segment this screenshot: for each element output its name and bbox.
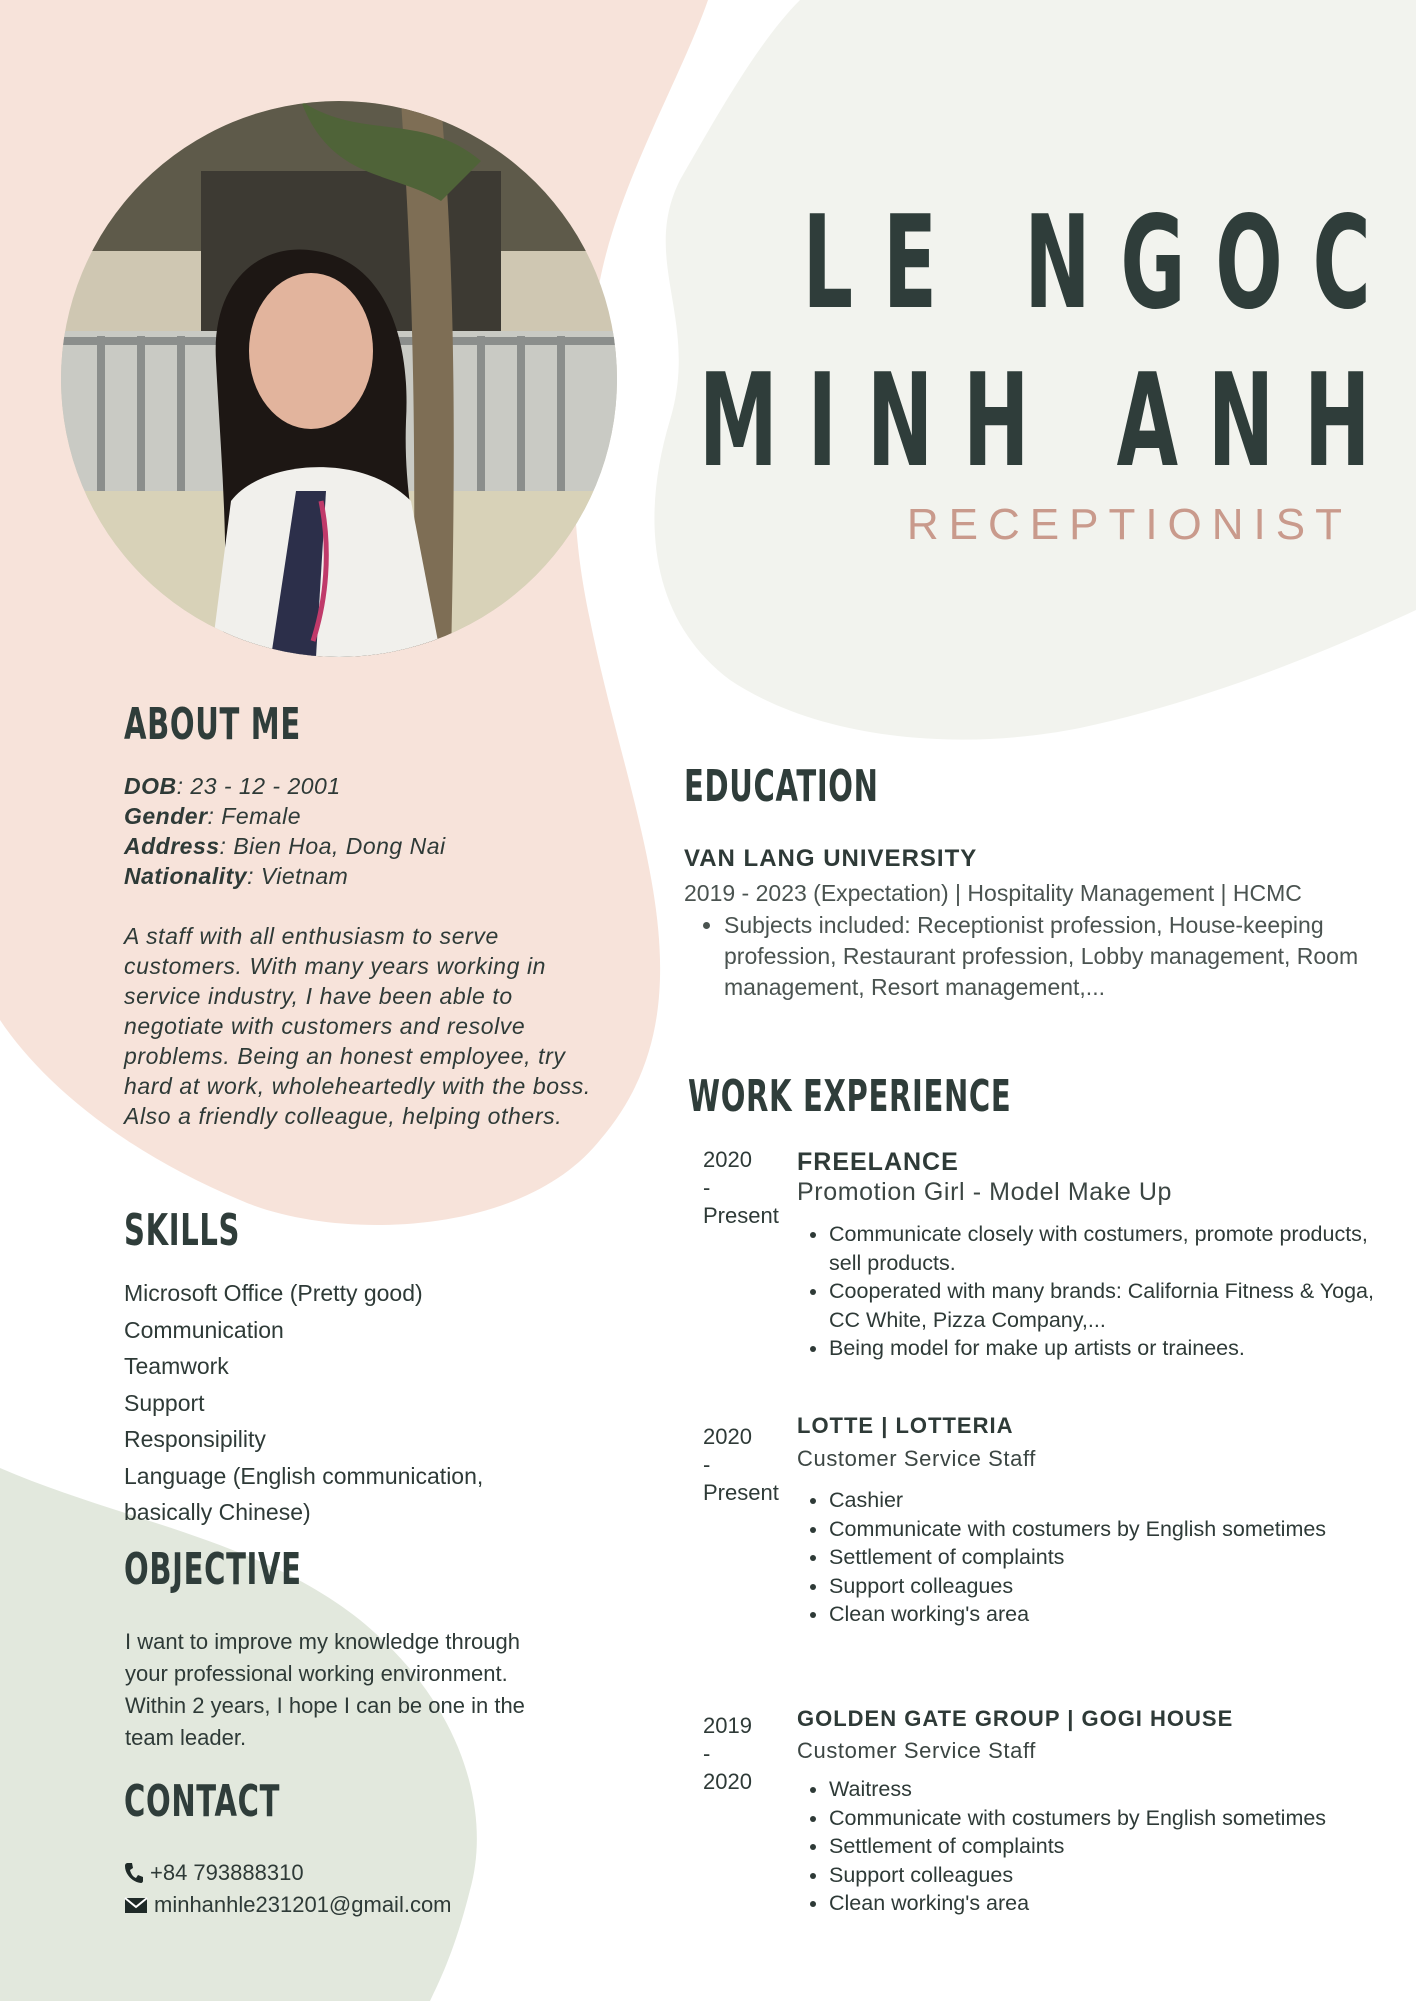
job-date-end: 2020: [703, 1769, 752, 1794]
skill-item: Teamwork: [124, 1353, 229, 1379]
job-bullets: [797, 1775, 1399, 1918]
job-date-end: Present: [703, 1203, 779, 1228]
education-bullet: • Subjects included: Receptionist profession, House-keeping profession, Restaurant profession, Lobby management, Room management, Resort management,...: [724, 910, 1394, 1003]
personal-details: [124, 771, 446, 891]
job-bullet: • Communicate with costumers by English sometimes: [829, 1515, 1399, 1544]
phone-number[interactable]: +84 793888310: [150, 1860, 304, 1885]
job-date-start: 2020: [703, 1147, 752, 1172]
gender-label: Gender: [124, 803, 208, 829]
contact-phone: [124, 1859, 304, 1887]
about-description: A staff with all enthusiasm to serve customers. With many years working in service industry, I have been able to negotiate with customers and resolve problems. Being an honest employee, try hard at work, wholeheartedly with the boss. Also a friendly colleague, helping others.: [124, 923, 591, 1129]
dob-row: [124, 771, 446, 801]
nationality-row: [124, 861, 446, 891]
job-bullets: [797, 1220, 1399, 1363]
contact-heading: CONTACT: [124, 1776, 281, 1827]
skills-list: [124, 1275, 483, 1531]
job-bullet: • Clean working's area: [829, 1889, 1399, 1918]
skill-item: basically Chinese): [124, 1499, 311, 1525]
job-title: GOLDEN GATE GROUP | GOGI HOUSE: [797, 1706, 1234, 1731]
address-label: Address: [124, 833, 220, 859]
job-date-start: 2019: [703, 1713, 752, 1738]
job-bullet: • Being model for make up artists or trainees.: [829, 1334, 1399, 1363]
job-subtitle: Customer Service Staff: [797, 1446, 1036, 1471]
objective-text: I want to improve my knowledge through your professional working environment. Within 2 years, I hope I can be one in the team leader.: [125, 1629, 525, 1750]
envelope-icon: [124, 1896, 148, 1914]
job-date-dash: -: [703, 1452, 711, 1477]
address-value: : Bien Hoa, Dong Nai: [219, 833, 446, 859]
job-bullet: • Communicate with costumers by English sometimes: [829, 1804, 1399, 1833]
job-date: [703, 1423, 793, 1507]
education-details: 2019 - 2023 (Expectation) | Hospitality Management | HCMC: [684, 880, 1302, 906]
name-line-2: MINH ANH: [698, 347, 1400, 496]
job-bullet: • Settlement of complaints: [829, 1543, 1399, 1572]
nationality-value: : Vietnam: [247, 863, 349, 889]
skill-item: Language (English communication,: [124, 1462, 484, 1489]
objective-heading: OBJECTIVE: [124, 1544, 302, 1595]
dob-value: : 23 - 12 - 2001: [176, 773, 341, 799]
education-bullets: [684, 910, 1394, 1003]
job-bullet: • Support colleagues: [829, 1861, 1399, 1890]
job-date-dash: -: [703, 1175, 711, 1200]
email-address[interactable]: minhanhle231201@gmail.com: [154, 1892, 452, 1917]
job-title: FREELANCE: [797, 1148, 959, 1176]
school-name: VAN LANG UNIVERSITY: [684, 845, 978, 872]
job-subtitle: Customer Service Staff: [797, 1738, 1036, 1763]
job-bullet: • Waitress: [829, 1775, 1399, 1804]
skills-heading: SKILLS: [124, 1205, 241, 1256]
nationality-label: Nationality: [124, 863, 248, 889]
job-bullets: [797, 1486, 1399, 1629]
job-bullet: • Cashier: [829, 1486, 1399, 1515]
job-date-end: Present: [703, 1480, 779, 1505]
job-subtitle: Promotion Girl - Model Make Up: [797, 1178, 1173, 1206]
skill-item: Support: [124, 1389, 205, 1416]
job-bullet: • Cooperated with many brands: California Fitness & Yoga, CC White, Pizza Company,...: [829, 1277, 1399, 1334]
job-date: [703, 1146, 793, 1230]
job-date: [703, 1712, 793, 1796]
job-role: RECEPTIONIST: [906, 500, 1352, 549]
name-line-1: LE NGOC: [802, 189, 1400, 338]
job-bullet: • Clean working's area: [829, 1600, 1399, 1629]
address-row: [124, 831, 446, 861]
profile-photo: [61, 101, 617, 657]
education-heading: EDUCATION: [684, 761, 879, 812]
dob-label: DOB: [124, 773, 177, 799]
job-bullet: • Communicate closely with costumers, promote products, sell products.: [829, 1220, 1399, 1277]
gender-value: : Female: [207, 803, 302, 829]
work-heading: WORK EXPERIENCE: [688, 1071, 1012, 1122]
skill-item: Responsipility: [124, 1426, 266, 1452]
gender-row: [124, 801, 446, 831]
skill-item: Communication: [124, 1316, 284, 1343]
job-date-start: 2020: [703, 1424, 752, 1449]
contact-email: [124, 1891, 452, 1919]
job-title: LOTTE | LOTTERIA: [797, 1413, 1014, 1438]
phone-icon: [124, 1862, 144, 1884]
job-bullet: • Settlement of complaints: [829, 1832, 1399, 1861]
about-heading: ABOUT ME: [124, 699, 301, 750]
job-date-dash: -: [703, 1741, 711, 1766]
skill-item: Microsoft Office (Pretty good): [124, 1280, 423, 1306]
job-bullet: • Support colleagues: [829, 1572, 1399, 1601]
